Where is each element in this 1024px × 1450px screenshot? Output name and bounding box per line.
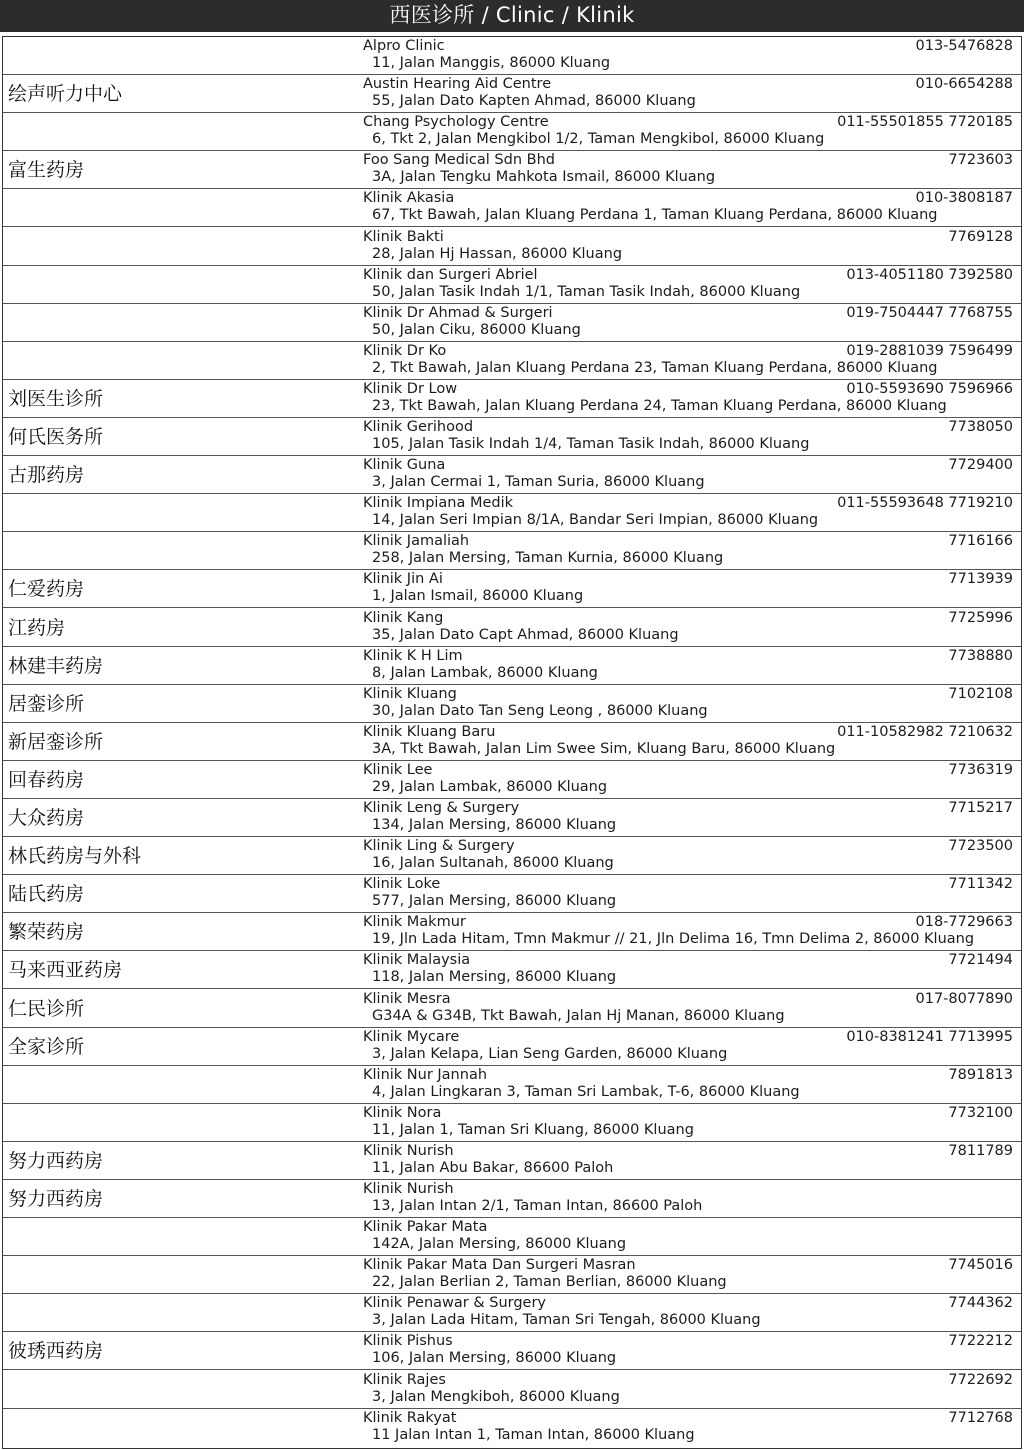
table-row [3, 799, 1021, 837]
clinic-address: 3, Jalan Kelapa, Lian Seng Garden, 86000 Kluang [372, 1045, 728, 1062]
table-row [3, 418, 1021, 456]
clinic-address: 6, Tkt 2, Jalan Mengkibol 1/2, Taman Mengkibol, 86000 Kluang [372, 131, 825, 148]
chinese-name: 仁民诊所 [8, 997, 85, 1020]
table-row [3, 266, 1021, 304]
clinic-name: Klinik Nurish [363, 1181, 454, 1197]
clinic-address: 14, Jalan Seri Impian 8/1A, Bandar Seri Impian, 86000 Kluang [372, 512, 819, 529]
clinic-name: Klinik Dr Ko [363, 342, 447, 359]
table-row [3, 494, 1021, 532]
phone-number: 7738880 [948, 647, 1013, 664]
phone-number: 7713939 [948, 571, 1013, 588]
clinic-address: 106, Jalan Mersing, 86000 Kluang [372, 1350, 617, 1367]
clinic-name: Klinik Dr Low [363, 380, 458, 397]
clinic-name: Klinik Jamaliah [363, 533, 470, 550]
table-row [3, 37, 1021, 75]
table-row [3, 532, 1021, 570]
chinese-name: 富生药房 [8, 159, 85, 182]
clinic-address: 50, Jalan Tasik Indah 1/1, Taman Tasik Indah, 86000 Kluang [372, 283, 801, 300]
clinic-address: 258, Jalan Mersing, Taman Kurnia, 86000 Kluang [372, 550, 724, 567]
table-row [3, 951, 1021, 989]
clinic-address: 8, Jalan Lambak, 86000 Kluang [372, 664, 598, 681]
clinic-name: Klinik Penawar & Surgery [363, 1295, 547, 1312]
phone-number: 013-4051180 7392580 [846, 266, 1013, 283]
table-row [3, 304, 1021, 342]
phone-number: 010-5593690 7596966 [846, 380, 1013, 397]
clinic-name: Klinik dan Surgeri Abriel [363, 266, 538, 283]
table-row [3, 685, 1021, 723]
clinic-name: Klinik Nurish [363, 1142, 454, 1159]
phone-number: 7732100 [948, 1104, 1013, 1121]
clinic-address: 67, Tkt Bawah, Jalan Kluang Perdana 1, Taman Kluang Perdana, 86000 Kluang [372, 207, 938, 224]
phone-number: 018-7729663 [915, 914, 1013, 931]
chinese-name: 刘医生诊所 [8, 387, 104, 410]
chinese-name: 马来西亚药房 [8, 959, 123, 982]
chinese-name: 仁爱药房 [8, 578, 85, 601]
table-row [3, 189, 1021, 227]
chinese-name: 努力西药房 [8, 1188, 104, 1210]
phone-number: 7725996 [948, 609, 1013, 626]
table-row [3, 151, 1021, 189]
clinic-address: 30, Jalan Dato Tan Seng Leong , 86000 Kluang [372, 702, 708, 719]
phone-number: 7715217 [948, 800, 1013, 816]
phone-number: 7711342 [948, 876, 1013, 893]
phone-number: 010-8381241 7713995 [846, 1028, 1013, 1045]
phone-number: 011-10582982 7210632 [837, 723, 1013, 740]
table-row [3, 456, 1021, 494]
phone-number: 7738050 [948, 419, 1013, 435]
clinic-name: Klinik Jin Ai [363, 571, 443, 588]
clinic-name: Klinik Makmur [363, 914, 466, 931]
table-row [3, 609, 1021, 647]
clinic-address: 55, Jalan Dato Kapten Ahmad, 86000 Kluang [372, 93, 696, 110]
clinic-address: 134, Jalan Mersing, 86000 Kluang [372, 817, 617, 833]
clinic-address: 11, Jalan Manggis, 86000 Kluang [372, 55, 611, 71]
phone-number: 7712768 [948, 1409, 1013, 1426]
chinese-name: 回春药房 [8, 768, 85, 791]
table-row [3, 1256, 1021, 1294]
clinic-address: 4, Jalan Lingkaran 3, Taman Sri Lambak, T-6, 86000 Kluang [372, 1083, 800, 1100]
clinic-address: 11 Jalan Intan 1, Taman Intan, 86000 Kluang [372, 1426, 695, 1443]
clinic-name: Klinik Nora [363, 1104, 442, 1121]
clinic-name: Klinik Gerihood [363, 419, 474, 435]
clinic-address: 11, Jalan 1, Taman Sri Kluang, 86000 Kluang [372, 1121, 694, 1138]
clinic-address: 23, Tkt Bawah, Jalan Kluang Perdana 24, Taman Kluang Perdana, 86000 Kluang [372, 397, 947, 414]
clinic-address: 22, Jalan Berlian 2, Taman Berlian, 86000 Kluang [372, 1274, 727, 1291]
clinic-address: 3, Jalan Cermai 1, Taman Suria, 86000 Kluang [372, 474, 705, 491]
clinic-name: Klinik Loke [363, 876, 441, 893]
chinese-name: 居銮诊所 [8, 692, 85, 715]
table-row [3, 1332, 1021, 1370]
clinic-address: 2, Tkt Bawah, Jalan Kluang Perdana 23, Taman Kluang Perdana, 86000 Kluang [372, 359, 938, 376]
clinic-address: 50, Jalan Ciku, 86000 Kluang [372, 321, 581, 338]
clinic-name: Klinik Lee [363, 761, 433, 778]
clinic-name: Klinik Impiana Medik [363, 495, 514, 512]
phone-number: 7744362 [948, 1295, 1013, 1312]
phone-number: 010-6654288 [915, 76, 1013, 93]
phone-number: 7723500 [948, 838, 1013, 855]
phone-number: 7102108 [948, 685, 1013, 702]
phone-number: 011-55593648 7719210 [837, 495, 1013, 512]
phone-number: 019-2881039 7596499 [846, 342, 1013, 359]
clinic-name: Klinik Kluang [363, 685, 457, 702]
directory-table [2, 36, 1022, 1449]
chinese-name: 何氏医务所 [8, 426, 104, 448]
clinic-name: Klinik Dr Ahmad & Surgeri [363, 304, 553, 321]
clinic-name: Klinik Leng & Surgery [363, 800, 520, 816]
clinic-name: Klinik Pakar Mata [363, 1219, 488, 1236]
clinic-address: 3A, Tkt Bawah, Jalan Lim Swee Sim, Kluang Baru, 86000 Kluang [372, 740, 836, 757]
clinic-address: 19, Jln Lada Hitam, Tmn Makmur // 21, Jln Delima 16, Tmn Delima 2, 86000 Kluang [372, 931, 975, 948]
chinese-name: 繁荣药房 [8, 921, 85, 944]
table-row [3, 1028, 1021, 1066]
page-header [0, 0, 1024, 32]
phone-number: 011-55501855 7720185 [837, 114, 1013, 131]
clinic-name: Klinik Kang [363, 609, 444, 626]
chinese-name: 陆氏药房 [8, 883, 85, 906]
chinese-name: 江药房 [8, 616, 66, 639]
clinic-address: 13, Jalan Intan 2/1, Taman Intan, 86600 Paloh [372, 1198, 703, 1214]
table-row [3, 380, 1021, 418]
clinic-address: 3, Jalan Mengkiboh, 86000 Kluang [372, 1388, 620, 1405]
clinic-name: Chang Psychology Centre [363, 114, 549, 131]
table-row [3, 570, 1021, 608]
phone-number: 7723603 [948, 152, 1013, 169]
phone-number: 010-3808187 [915, 190, 1013, 207]
table-row [3, 1371, 1021, 1409]
clinic-address: 105, Jalan Tasik Indah 1/4, Taman Tasik Indah, 86000 Kluang [372, 436, 810, 452]
table-row [3, 1142, 1021, 1180]
clinic-address: 3, Jalan Lada Hitam, Taman Sri Tengah, 86000 Kluang [372, 1312, 761, 1329]
phone-number: 7891813 [948, 1066, 1013, 1083]
table-row [3, 647, 1021, 685]
clinic-address: 11, Jalan Abu Bakar, 86600 Paloh [372, 1159, 614, 1176]
phone-number: 7722692 [948, 1371, 1013, 1388]
table-row [3, 1294, 1021, 1332]
chinese-name: 新居銮诊所 [8, 730, 104, 753]
phone-number: 019-7504447 7768755 [846, 304, 1013, 321]
clinic-name: Klinik Pishus [363, 1333, 453, 1350]
table-row [3, 1218, 1021, 1256]
table-row [3, 1409, 1021, 1447]
clinic-address: 142A, Jalan Mersing, 86000 Kluang [372, 1236, 627, 1253]
table-row [3, 75, 1021, 113]
phone-number: 017-8077890 [915, 990, 1013, 1007]
table-row [3, 342, 1021, 380]
chinese-name: 彼琇西药房 [8, 1340, 104, 1363]
chinese-name: 林建丰药房 [8, 654, 104, 677]
phone-number: 7721494 [948, 952, 1013, 969]
table-row [3, 875, 1021, 913]
chinese-name: 林氏药房与外科 [8, 845, 142, 868]
table-row [3, 761, 1021, 799]
clinic-name: Klinik K H Lim [363, 647, 463, 664]
clinic-name: Austin Hearing Aid Centre [363, 76, 552, 93]
clinic-address: 35, Jalan Dato Capt Ahmad, 86000 Kluang [372, 626, 679, 643]
phone-number: 7722212 [948, 1333, 1013, 1350]
clinic-name: Alpro Clinic [363, 38, 445, 54]
clinic-address: 577, Jalan Mersing, 86000 Kluang [372, 893, 617, 910]
clinic-address: 29, Jalan Lambak, 86000 Kluang [372, 778, 608, 795]
clinic-name: Klinik Malaysia [363, 952, 471, 969]
page-title: 西医诊所 / Clinic / Klinik [389, 3, 635, 27]
clinic-address: 118, Jalan Mersing, 86000 Kluang [372, 969, 617, 986]
clinic-name: Klinik Bakti [363, 228, 444, 245]
table-row [3, 113, 1021, 151]
clinic-name: Klinik Kluang Baru [363, 723, 496, 740]
clinic-address: 16, Jalan Sultanah, 86000 Kluang [372, 855, 614, 872]
table-row [3, 990, 1021, 1028]
phone-number: 013-5476828 [915, 38, 1013, 54]
clinic-name: Foo Sang Medical Sdn Bhd [363, 152, 555, 169]
clinic-name: Klinik Nur Jannah [363, 1066, 488, 1083]
clinic-name: Klinik Rajes [363, 1371, 446, 1388]
chinese-name: 绘声听力中心 [8, 83, 123, 106]
clinic-address: 28, Jalan Hj Hassan, 86000 Kluang [372, 245, 623, 262]
phone-number: 7729400 [948, 457, 1013, 474]
table-row [3, 723, 1021, 761]
table-row [3, 1066, 1021, 1104]
clinic-address: G34A & G34B, Tkt Bawah, Jalan Hj Manan, 86000 Kluang [372, 1007, 785, 1024]
clinic-address: 3A, Jalan Tengku Mahkota Ismail, 86000 Kluang [372, 169, 716, 186]
clinic-name: Klinik Akasia [363, 190, 455, 207]
chinese-name: 大众药房 [8, 807, 85, 829]
clinic-name: Klinik Mycare [363, 1028, 460, 1045]
chinese-name: 全家诊所 [8, 1035, 85, 1058]
clinic-name: Klinik Rakyat [363, 1409, 457, 1426]
clinic-name: Klinik Guna [363, 457, 446, 474]
phone-number: 7736319 [948, 761, 1013, 778]
table-row [3, 228, 1021, 266]
table-row [3, 913, 1021, 951]
clinic-name: Klinik Ling & Surgery [363, 838, 515, 855]
phone-number: 7716166 [948, 533, 1013, 550]
table-row [3, 1104, 1021, 1142]
table-row [3, 1180, 1021, 1218]
chinese-name: 努力西药房 [8, 1149, 104, 1172]
chinese-name: 古那药房 [8, 464, 85, 487]
clinic-name: Klinik Mesra [363, 990, 451, 1007]
phone-number: 7745016 [948, 1257, 1013, 1274]
clinic-address: 1, Jalan Ismail, 86000 Kluang [372, 588, 584, 605]
phone-number: 7769128 [948, 228, 1013, 245]
phone-number: 7811789 [948, 1142, 1013, 1159]
clinic-name: Klinik Pakar Mata Dan Surgeri Masran [363, 1257, 636, 1274]
table-row [3, 837, 1021, 875]
